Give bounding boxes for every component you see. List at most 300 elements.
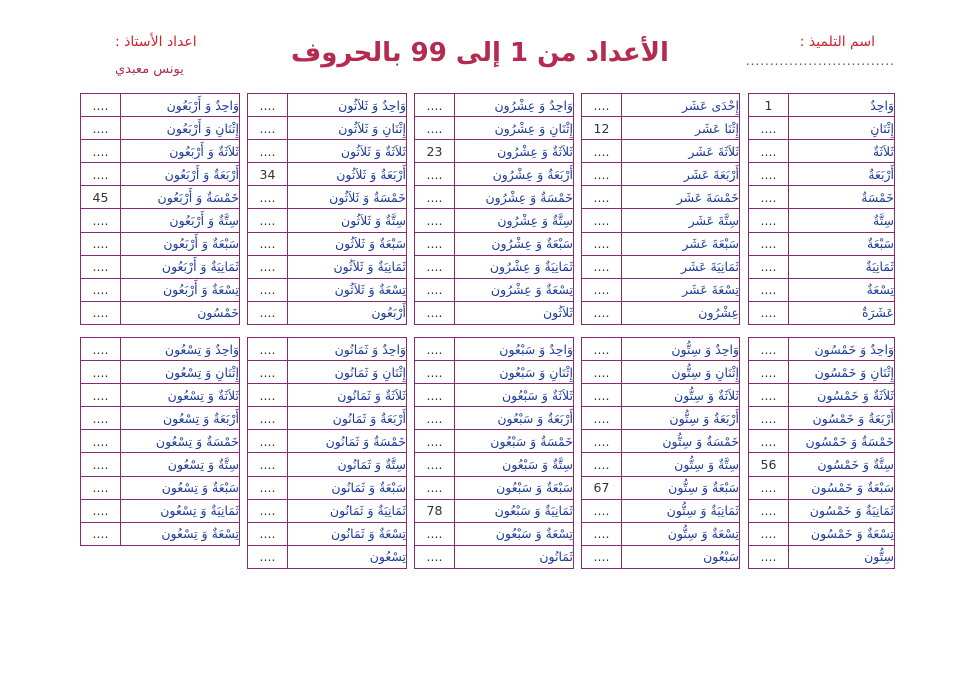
answer-cell[interactable]: .... [749,140,789,163]
answer-cell[interactable]: .... [81,361,121,384]
table-row [81,338,240,361]
table-row [248,361,407,384]
number-word-cell: سَبْعَةٌ وَ ثَلاَثُون [288,232,407,255]
table-row [248,94,407,117]
answer-cell[interactable]: .... [81,255,121,278]
table-row [749,94,895,117]
number-word-cell: ثَمَانِيَةٌ وَ عِشْرُون [455,255,574,278]
answer-cell[interactable]: .... [749,117,789,140]
table-row [81,140,240,163]
table-row [415,384,574,407]
table-row [415,94,574,117]
number-word-cell: ثَلاَثَةٌ [789,140,895,163]
answer-cell[interactable]: .... [582,186,622,209]
table-row [749,522,895,545]
bottom-table-1 [748,337,895,569]
teacher-name: يونس معبدي [115,62,184,77]
table-row [248,140,407,163]
table-row [81,94,240,117]
number-word-cell: خَمْسَةٌ وَ تِسْعُون [121,430,240,453]
number-word-cell: تِسْعَةٌ وَ خَمْسُون [789,522,895,545]
answer-cell[interactable]: .... [582,255,622,278]
answer-cell[interactable]: .... [749,522,789,545]
table-row [248,499,407,522]
answer-cell[interactable]: .... [582,140,622,163]
answer-cell[interactable]: .... [749,476,789,499]
number-word-cell: ثَلاَثَةٌ وَ سِتُّون [622,384,740,407]
number-word-cell: أَرْبَعُون [288,301,407,324]
table-row [81,278,240,301]
number-word-cell: سِتَّةٌ وَ خَمْسُون [789,453,895,476]
table-row [415,522,574,545]
answer-cell[interactable]: .... [81,209,121,232]
table-row [248,453,407,476]
number-word-cell: تِسْعَةٌ وَ ثَمَانُون [288,522,407,545]
answer-cell[interactable]: .... [81,407,121,430]
answer-cell[interactable]: .... [248,255,288,278]
table-row [582,163,740,186]
number-word-cell: سِتَّةٌ وَ ثَمَانُون [288,453,407,476]
answer-cell[interactable]: .... [248,499,288,522]
number-word-cell: خَمْسَةَ عَشَر [622,186,740,209]
table-row [749,117,895,140]
table-row [582,361,740,384]
table-row [415,186,574,209]
table-row [415,301,574,324]
table-row [415,545,574,568]
answer-cell[interactable]: .... [582,361,622,384]
table-row [582,384,740,407]
top-table-4 [247,93,407,325]
answer-cell[interactable]: .... [248,117,288,140]
answer-cell[interactable]: .... [749,209,789,232]
table-row [749,430,895,453]
answer-cell[interactable]: .... [415,301,455,324]
number-word-cell: وَاحِدٌ وَ ثَلاَثُون [288,94,407,117]
table-row [81,163,240,186]
number-word-cell: أَرْبَعَةٌ وَ أَرْبَعُون [121,163,240,186]
answer-cell[interactable]: .... [81,232,121,255]
number-word-cell: تِسْعَةٌ وَ تِسْعُون [121,522,240,545]
answer-cell[interactable]: .... [749,384,789,407]
number-word-cell: إِثْنَانِ وَ تِسْعُون [121,361,240,384]
table-row [248,338,407,361]
number-word-cell: أَرْبَعَةٌ وَ سِتُّون [622,407,740,430]
table-row [582,545,740,568]
number-word-cell: إِحْدَى عَشَر [622,94,740,117]
answer-cell[interactable]: .... [749,430,789,453]
table-row [749,476,895,499]
number-word-cell: ثَلاَثَةٌ وَ خَمْسُون [789,384,895,407]
number-word-cell: سَبْعُون [622,545,740,568]
number-word-cell: سِتَّةٌ وَ سِتُّون [622,453,740,476]
table-row [749,301,895,324]
number-word-cell: سَبْعَةٌ وَ عِشْرُون [455,232,574,255]
table-row [582,232,740,255]
answer-cell[interactable]: .... [248,301,288,324]
table-row [248,232,407,255]
answer-cell[interactable]: .... [582,430,622,453]
number-word-cell: ثَلاَثَةٌ وَ تِسْعُون [121,384,240,407]
number-word-cell: ثَمَانِيَةَ عَشَر [622,255,740,278]
answer-cell[interactable]: 45 [81,186,121,209]
number-word-cell: ثَلاَثَةٌ وَ ثَمَانُون [288,384,407,407]
number-word-cell: ثَلاَثَةٌ وَ أَرْبَعُون [121,140,240,163]
number-word-cell: وَاحِدٌ وَ أَرْبَعُون [121,94,240,117]
answer-cell[interactable]: 78 [415,499,455,522]
number-word-cell: ثَمَانِيَةٌ [789,255,895,278]
answer-cell[interactable]: .... [582,384,622,407]
number-word-cell: إِثْنَانِ وَ أَرْبَعُون [121,117,240,140]
table-row [582,522,740,545]
answer-cell[interactable]: .... [415,384,455,407]
table-row [248,117,407,140]
answer-cell[interactable]: .... [749,499,789,522]
answer-cell[interactable]: .... [248,522,288,545]
answer-cell[interactable]: .... [415,476,455,499]
answer-cell[interactable]: .... [415,94,455,117]
number-word-cell: أَرْبَعَةٌ وَ ثَمَانُون [288,407,407,430]
bottom-table-5 [80,337,240,546]
answer-cell[interactable]: .... [81,430,121,453]
table-row [415,430,574,453]
number-word-cell: سِتَّةَ عَشَر [622,209,740,232]
bottom-table-2 [581,337,740,569]
number-word-cell: إِثْنَانِ وَ ثَمَانُون [288,361,407,384]
answer-cell[interactable]: .... [248,232,288,255]
table-row [81,499,240,522]
answer-cell[interactable]: .... [415,361,455,384]
number-word-cell: ثَمَانِيَةٌ وَ خَمْسُون [789,499,895,522]
table-row [81,361,240,384]
number-word-cell: عِشْرُون [622,301,740,324]
table-row [582,117,740,140]
answer-cell[interactable]: .... [582,453,622,476]
answer-cell[interactable]: .... [81,140,121,163]
table-row [749,407,895,430]
answer-cell[interactable]: .... [81,278,121,301]
table-row [415,140,574,163]
table-row [415,361,574,384]
number-word-cell: إِثْنَانِ وَ خَمْسُون [789,361,895,384]
answer-cell[interactable]: .... [248,361,288,384]
number-word-cell: وَاحِدٌ وَ سَبْعُون [455,338,574,361]
number-word-cell: ثَمَانِيَةٌ وَ أَرْبَعُون [121,255,240,278]
number-word-cell: خَمْسَةٌ وَ عِشْرُون [455,186,574,209]
number-word-cell: تِسْعَةٌ وَ عِشْرُون [455,278,574,301]
table-row [749,140,895,163]
answer-cell[interactable]: .... [81,476,121,499]
answer-cell[interactable]: .... [582,209,622,232]
answer-cell[interactable]: .... [749,545,789,568]
table-row [749,255,895,278]
answer-cell[interactable]: .... [749,407,789,430]
answer-cell[interactable]: .... [749,338,789,361]
number-word-cell: عَشَرَةٌ [789,301,895,324]
answer-cell[interactable]: .... [248,209,288,232]
number-word-cell: وَاحِدٌ وَ خَمْسُون [789,338,895,361]
table-row [415,499,574,522]
number-word-cell: ثَلاَثَةٌ وَ سَبْعُون [455,384,574,407]
table-row [582,301,740,324]
table-row [749,209,895,232]
number-word-cell: خَمْسَةٌ وَ أَرْبَعُون [121,186,240,209]
number-word-cell: أَرْبَعَةٌ وَ سَبْعُون [455,407,574,430]
table-row [81,232,240,255]
answer-cell[interactable]: .... [582,338,622,361]
answer-cell[interactable]: .... [749,278,789,301]
table-row [582,186,740,209]
number-word-cell: تِسْعَةٌ وَ سَبْعُون [455,522,574,545]
number-word-cell: خَمْسَةٌ وَ سِتُّون [622,430,740,453]
number-word-cell: سَبْعَةٌ وَ خَمْسُون [789,476,895,499]
number-word-cell: ثَمَانِيَةٌ وَ ثَلاَثُون [288,255,407,278]
number-word-cell: خَمْسَةٌ وَ ثَلاَثُون [288,186,407,209]
answer-cell[interactable]: .... [415,338,455,361]
table-row [749,384,895,407]
number-word-cell: تِسْعَةَ عَشَر [622,278,740,301]
table-row [248,545,407,568]
table-row [248,209,407,232]
answer-cell[interactable]: .... [248,384,288,407]
answer-cell[interactable]: .... [81,499,121,522]
number-word-cell: تِسْعَةٌ وَ أَرْبَعُون [121,278,240,301]
answer-cell[interactable]: .... [582,522,622,545]
table-row [248,301,407,324]
answer-cell[interactable]: .... [582,163,622,186]
table-row [582,338,740,361]
table-row [81,430,240,453]
table-row [415,453,574,476]
table-row [81,384,240,407]
answer-cell[interactable]: .... [582,278,622,301]
number-word-cell: سَبْعَةٌ [789,232,895,255]
number-word-cell: تِسْعَةٌ وَ ثَلاَثُون [288,278,407,301]
table-row [582,430,740,453]
number-word-cell: إِثْنَا عَشَر [622,117,740,140]
answer-cell[interactable]: .... [81,94,121,117]
answer-cell[interactable]: .... [248,186,288,209]
top-table-3 [414,93,574,325]
number-word-cell: ثَلاَثُون [455,301,574,324]
number-word-cell: ثَمَانِيَةٌ وَ تِسْعُون [121,499,240,522]
top-table-2 [581,93,740,325]
answer-cell[interactable]: .... [749,163,789,186]
answer-cell[interactable]: .... [248,430,288,453]
number-word-cell: خَمْسَةٌ وَ خَمْسُون [789,430,895,453]
table-row [582,499,740,522]
number-word-cell: سَبْعَةٌ وَ سَبْعُون [455,476,574,499]
number-word-cell: خَمْسُون [121,301,240,324]
bottom-table-3 [414,337,574,569]
number-word-cell: خَمْسَةٌ وَ سَبْعُون [455,430,574,453]
answer-cell[interactable]: .... [248,453,288,476]
answer-cell[interactable]: 23 [415,140,455,163]
table-row [582,278,740,301]
answer-cell[interactable]: .... [415,430,455,453]
table-row [81,476,240,499]
top-table-5 [80,93,240,325]
answer-cell[interactable]: .... [582,407,622,430]
table-row [81,453,240,476]
number-word-cell: ثَمَانِيَةٌ وَ ثَمَانُون [288,499,407,522]
table-row [81,117,240,140]
table-row [248,384,407,407]
table-row [248,522,407,545]
table-row [248,186,407,209]
table-row [749,338,895,361]
table-row [582,209,740,232]
table-row [415,209,574,232]
student-name-dots: ............................... [745,54,895,68]
bottom-table-4 [247,337,407,569]
answer-cell[interactable]: .... [81,301,121,324]
answer-cell[interactable]: .... [248,407,288,430]
number-word-cell: أَرْبَعَةَ عَشَر [622,163,740,186]
number-word-cell: سِتَّةٌ وَ ثَلاَثُون [288,209,407,232]
answer-cell[interactable]: 34 [248,163,288,186]
number-word-cell: سِتَّةٌ وَ عِشْرُون [455,209,574,232]
table-row [415,117,574,140]
answer-cell[interactable]: .... [248,140,288,163]
number-word-cell: إِثْنَانِ وَ سِتُّون [622,361,740,384]
answer-cell[interactable]: .... [81,384,121,407]
student-name-label: اسم التلميذ : [799,34,875,50]
number-word-cell: سِتَّةٌ [789,209,895,232]
number-word-cell: سَبْعَةَ عَشَر [622,232,740,255]
table-row [582,255,740,278]
teacher-label: اعداد الأستاذ : [115,34,197,50]
table-row [81,186,240,209]
number-word-cell: تِسْعَةٌ وَ سِتُّون [622,522,740,545]
answer-cell[interactable]: .... [248,545,288,568]
number-word-cell: إِثْنَانِ وَ ثَلاَثُون [288,117,407,140]
answer-cell[interactable]: .... [415,545,455,568]
number-word-cell: إِثْنَانِ وَ عِشْرُون [455,117,574,140]
number-word-cell: أَرْبَعَةٌ وَ عِشْرُون [455,163,574,186]
number-word-cell: سَبْعَةٌ وَ تِسْعُون [121,476,240,499]
number-word-cell: سَبْعَةٌ وَ أَرْبَعُون [121,232,240,255]
answer-cell[interactable]: .... [582,232,622,255]
number-word-cell: وَاحِدٌ وَ ثَمَانُون [288,338,407,361]
answer-cell[interactable]: .... [415,407,455,430]
answer-cell[interactable]: .... [749,255,789,278]
answer-cell[interactable]: .... [248,476,288,499]
answer-cell[interactable]: .... [415,255,455,278]
table-row [415,163,574,186]
number-word-cell: ثَمَانِيَةٌ وَ سَبْعُون [455,499,574,522]
answer-cell[interactable]: .... [749,361,789,384]
table-row [749,499,895,522]
table-row [415,338,574,361]
answer-cell[interactable]: .... [415,186,455,209]
table-row [749,545,895,568]
number-word-cell: ثَلاَثَةَ عَشَر [622,140,740,163]
answer-cell[interactable]: .... [415,232,455,255]
table-row [248,476,407,499]
number-word-cell: إِثْنَانِ وَ سَبْعُون [455,361,574,384]
answer-cell[interactable]: .... [749,186,789,209]
answer-cell[interactable]: .... [81,117,121,140]
answer-cell[interactable]: 67 [582,476,622,499]
table-row [415,476,574,499]
answer-cell[interactable]: 12 [582,117,622,140]
table-row [582,476,740,499]
answer-cell[interactable]: 1 [749,94,789,117]
answer-cell[interactable]: .... [415,117,455,140]
table-row [248,255,407,278]
table-row [749,186,895,209]
number-word-cell: وَاحِدٌ وَ عِشْرُون [455,94,574,117]
number-word-cell: إِثْنَانِ [789,117,895,140]
table-row [81,255,240,278]
table-row [582,140,740,163]
answer-cell[interactable]: .... [81,163,121,186]
answer-cell[interactable]: .... [582,94,622,117]
answer-cell[interactable]: .... [749,232,789,255]
number-word-cell: وَاحِدٌ وَ تِسْعُون [121,338,240,361]
answer-cell[interactable]: .... [415,453,455,476]
table-row [749,361,895,384]
table-row [749,163,895,186]
table-row [582,407,740,430]
table-row [415,255,574,278]
answer-cell[interactable]: .... [248,338,288,361]
number-word-cell: خَمْسَةٌ وَ ثَمَانُون [288,430,407,453]
number-word-cell: تِسْعَةٌ [789,278,895,301]
number-word-cell: سِتَّةٌ وَ سَبْعُون [455,453,574,476]
number-word-cell: خَمْسَةٌ [789,186,895,209]
table-row [81,209,240,232]
number-word-cell: ثَلاَثَةٌ وَ ثَلاَثُون [288,140,407,163]
answer-cell[interactable]: .... [248,278,288,301]
answer-cell[interactable]: .... [582,545,622,568]
answer-cell[interactable]: .... [582,499,622,522]
table-row [749,278,895,301]
answer-cell[interactable]: .... [415,522,455,545]
table-row [415,278,574,301]
table-row [749,453,895,476]
answer-cell[interactable]: .... [415,163,455,186]
number-word-cell: أَرْبَعَةٌ وَ ثَلاَثُون [288,163,407,186]
table-row [248,278,407,301]
page-title: الأعداد من 1 إلى 99 بالحروف [291,38,669,68]
table-row [415,407,574,430]
answer-cell[interactable]: .... [582,301,622,324]
number-word-cell: سِتَّةٌ وَ أَرْبَعُون [121,209,240,232]
number-word-cell: تِسْعُون [288,545,407,568]
answer-cell[interactable]: 56 [749,453,789,476]
answer-cell[interactable]: .... [415,209,455,232]
answer-cell[interactable]: .... [248,94,288,117]
answer-cell[interactable]: .... [415,278,455,301]
table-row [248,430,407,453]
number-word-cell: أَرْبَعَةٌ [789,163,895,186]
answer-cell[interactable]: .... [81,338,121,361]
number-word-cell: سَبْعَةٌ وَ ثَمَانُون [288,476,407,499]
number-word-cell: ثَلاَثَةٌ وَ عِشْرُون [455,140,574,163]
answer-cell[interactable]: .... [81,522,121,545]
answer-cell[interactable]: .... [81,453,121,476]
answer-cell[interactable]: .... [749,301,789,324]
table-row [81,301,240,324]
number-word-cell: وَاحِدٌ [789,94,895,117]
top-table-1 [748,93,895,325]
table-row [415,232,574,255]
table-row [81,407,240,430]
number-word-cell: سِتَّةٌ وَ تِسْعُون [121,453,240,476]
number-word-cell: أَرْبَعَةٌ وَ خَمْسُون [789,407,895,430]
